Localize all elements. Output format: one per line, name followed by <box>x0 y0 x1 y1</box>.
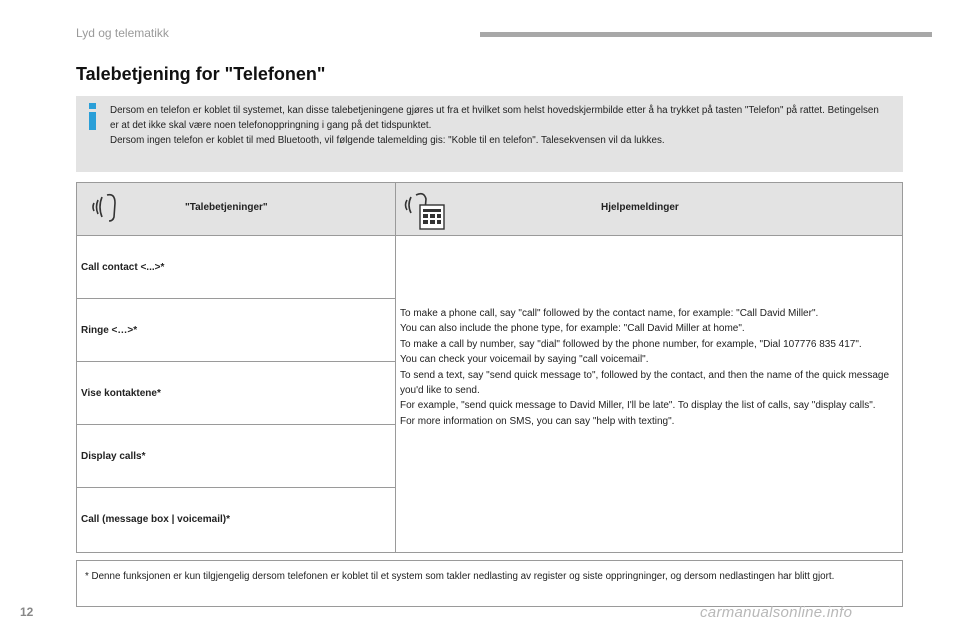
page-title: Talebetjening for "Telefonen" <box>76 64 326 84</box>
command-label: Vise kontaktene* <box>81 388 161 399</box>
help-messages <box>400 306 895 429</box>
help-line: You can check your voicemail by saying "call voicemail". <box>400 354 649 366</box>
command-list <box>77 236 396 552</box>
table-row <box>77 362 395 425</box>
help-line: You can also include the phone type, for example: "Call David Miller at home". <box>400 323 745 335</box>
voice-commands-table <box>76 182 903 553</box>
info-paragraph: Dersom ingen telefon er koblet til med Bluetooth, vil følgende talemelding gis: "Koble til en telefon". Talesekvensen vil da lukkes. <box>110 135 665 146</box>
command-label: Display calls* <box>81 451 146 462</box>
help-line: To make a phone call, say "call" followed by the contact name, for example: "Call David Miller". <box>400 308 819 319</box>
footnote-box <box>76 560 903 607</box>
footnote-text: * Denne funksjonen er kun tilgjengelig dersom telefonen er koblet til et system som takler nedlasting av register og siste oppringninger, og dersom nedlastingen har blitt gjort. <box>85 571 835 582</box>
page-number: 12 <box>20 605 34 619</box>
table-header-help <box>396 183 902 235</box>
command-label: Call contact <...>* <box>81 262 165 273</box>
info-icon <box>86 102 100 132</box>
watermark: carmanualsonline.info <box>700 604 853 621</box>
help-line: To send a text, say "send quick message to", followed by the contact, and then the name of the quick message you'd like to send. <box>400 369 890 397</box>
command-label: Ringe <…>* <box>81 325 138 336</box>
table-row <box>77 425 395 488</box>
header-bar <box>480 32 932 37</box>
help-header-label: Hjelpemeldinger <box>601 202 679 213</box>
help-line: To make a call by number, say "dial" followed by the phone number, for example, "Dial 107776 835 417". <box>400 338 862 350</box>
info-text <box>110 103 890 148</box>
commands-header-label: "Talebetjeninger" <box>185 202 268 213</box>
section-title: Lyd og telematikk <box>76 26 169 40</box>
help-line: For more information on SMS, you can say "help with texting". <box>400 415 675 427</box>
table-row <box>77 236 395 299</box>
command-label: Call (message box | voicemail)* <box>81 514 230 525</box>
table-header-commands <box>77 183 396 235</box>
help-line: For example, "send quick message to David Miller, I'll be late". To display the list of calls, say "display calls". <box>400 400 876 412</box>
table-row <box>77 488 395 551</box>
help-message-icon <box>402 189 448 231</box>
info-box <box>76 96 903 172</box>
info-paragraph: Dersom en telefon er koblet til systemet, kan disse talebetjeningene gjøres ut fra et hvilket som helst hovedskjermbilde etter å ha trykket på tasten "Telefon" på rattet. Betingelsen er at det ikke skal være noen telefonoppringning i gang på det tidspunktet. <box>110 105 879 131</box>
table-row <box>77 299 395 362</box>
voice-command-icon <box>89 189 123 227</box>
